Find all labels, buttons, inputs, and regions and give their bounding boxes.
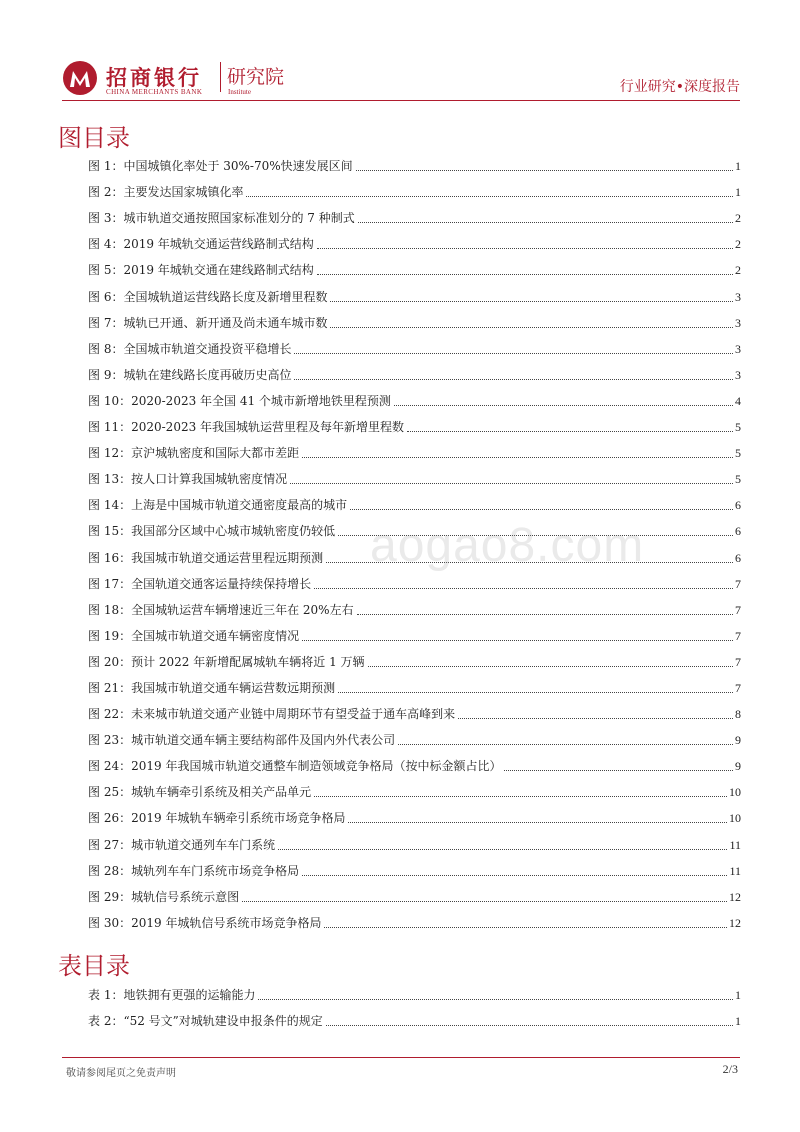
toc-entry[interactable] xyxy=(88,620,741,646)
toc-leader-dots xyxy=(317,274,733,275)
toc-leader-dots xyxy=(246,196,733,197)
toc-entry[interactable] xyxy=(88,280,741,306)
toc-entry[interactable] xyxy=(88,1005,741,1031)
toc-entry[interactable] xyxy=(88,881,741,907)
toc-entry-page: 9 xyxy=(735,733,741,748)
toc-entry[interactable] xyxy=(88,489,741,515)
toc-leader-dots xyxy=(302,640,733,641)
toc-entry-label: 图 4：2019 年城轨交通运营线路制式结构 xyxy=(88,237,314,252)
toc-entry-label: 图 3：城市轨道交通按照国家标准划分的 7 种制式 xyxy=(88,211,355,226)
toc-entry[interactable] xyxy=(88,254,741,280)
toc-leader-dots xyxy=(314,588,733,589)
toc-leader-dots xyxy=(278,849,727,850)
toc-entry-label: 图 16：我国城市轨道交通运营里程远期预测 xyxy=(88,550,324,565)
toc-entry[interactable] xyxy=(88,698,741,724)
toc-entry[interactable] xyxy=(88,672,741,698)
toc-entry-page: 7 xyxy=(735,628,741,643)
toc-entry[interactable] xyxy=(88,750,741,776)
watermark: aogao8.com xyxy=(370,519,645,572)
toc-entry-page: 3 xyxy=(735,289,741,304)
toc-leader-dots xyxy=(357,614,733,615)
toc-entry-page: 2 xyxy=(735,263,741,278)
bank-name-cn: 招商银行 xyxy=(106,66,202,90)
institute-name-cn: 研究院 xyxy=(227,66,285,88)
toc-leader-dots xyxy=(242,901,727,902)
toc-leader-dots xyxy=(330,301,733,302)
toc-entry-label: 图 15：我国部分区域中心城市城轨密度仍较低 xyxy=(88,524,336,539)
toc-entry-page: 7 xyxy=(735,654,741,669)
toc-entry-label: 图 13：按人口计算我国城轨密度情况 xyxy=(88,472,288,487)
page-number: 2/3 xyxy=(722,1062,738,1076)
toc-entry[interactable] xyxy=(88,150,741,176)
toc-entry-page: 4 xyxy=(735,393,741,408)
toc-entry-label: 图 20：预计 2022 年新增配属城轨车辆将近 1 万辆 xyxy=(88,654,365,669)
toc-entry-page: 6 xyxy=(735,524,741,539)
toc-entry-label: 图 2：主要发达国家城镇化率 xyxy=(88,185,244,200)
toc-leader-dots xyxy=(458,718,733,719)
toc-entry-page: 1 xyxy=(735,185,741,200)
toc-leader-dots xyxy=(326,1025,733,1026)
toc-entry[interactable] xyxy=(88,979,741,1005)
toc-entry-label: 图 21：我国城市轨道交通车辆运营数远期预测 xyxy=(88,680,336,695)
toc-entry[interactable] xyxy=(88,385,741,411)
toc-entry-label: 图 7：城轨已开通、新开通及尚未通车城市数 xyxy=(88,315,328,330)
toc-leader-dots xyxy=(356,170,733,171)
toc-entry-label: 图 9：城轨在建线路长度再破历史高位 xyxy=(88,367,292,382)
toc-entry-label: 图 26：2019 年城轨车辆牵引系统市场竞争格局 xyxy=(88,811,346,826)
toc-leader-dots xyxy=(317,248,733,249)
toc-leader-dots xyxy=(294,379,733,380)
toc-entry[interactable] xyxy=(88,802,741,828)
toc-entry[interactable] xyxy=(88,828,741,854)
toc-entry-label: 图 30：2019 年城轨信号系统市场竞争格局 xyxy=(88,915,322,930)
toc-entry-page: 1 xyxy=(735,988,741,1003)
toc-entry-page: 10 xyxy=(729,785,741,800)
toc-entry[interactable] xyxy=(88,307,741,333)
toc-entry-label: 图 12：京沪城轨密度和国际大都市差距 xyxy=(88,446,300,461)
header-divider xyxy=(220,62,221,92)
toc-leader-dots xyxy=(358,222,733,223)
toc-leader-dots xyxy=(330,327,733,328)
toc-entry-page: 5 xyxy=(735,446,741,461)
toc-entry-label: 图 25：城轨车辆牵引系统及相关产品单元 xyxy=(88,785,312,800)
toc-entry-page: 11 xyxy=(729,863,741,878)
toc-entry-label: 表 2：“52 号文”对城轨建设申报条件的规定 xyxy=(88,1014,323,1029)
header-rule xyxy=(62,100,740,101)
toc-entry-label: 图 22：未来城市轨道交通产业链中周期环节有望受益于通车高峰到来 xyxy=(88,707,456,722)
toc-entry-page: 5 xyxy=(735,472,741,487)
toc-entry-page: 7 xyxy=(735,602,741,617)
toc-entry-page: 7 xyxy=(735,680,741,695)
toc-leader-dots xyxy=(294,353,733,354)
toc-entry[interactable] xyxy=(88,776,741,802)
toc-entry-page: 8 xyxy=(735,707,741,722)
toc-entry-page: 7 xyxy=(735,576,741,591)
toc-entry-label: 图 8：全国城市轨道交通投资平稳增长 xyxy=(88,341,292,356)
toc-entry-page: 12 xyxy=(729,889,741,904)
toc-entry-page: 2 xyxy=(735,237,741,252)
toc-entry-page: 10 xyxy=(729,811,741,826)
tables-toc-title: 表目录 xyxy=(58,952,130,980)
toc-entry-page: 3 xyxy=(735,367,741,382)
toc-entry-label: 图 28：城轨列车车门系统市场竞争格局 xyxy=(88,863,300,878)
toc-entry[interactable] xyxy=(88,228,741,254)
toc-entry-label: 图 6：全国城轨道运营线路长度及新增里程数 xyxy=(88,289,328,304)
toc-leader-dots xyxy=(398,744,733,745)
toc-leader-dots xyxy=(302,457,733,458)
toc-leader-dots xyxy=(302,875,727,876)
toc-entry[interactable] xyxy=(88,724,741,750)
toc-entry-page: 2 xyxy=(735,211,741,226)
toc-entry[interactable] xyxy=(88,359,741,385)
toc-leader-dots xyxy=(338,692,733,693)
toc-entry-label: 图 1：中国城镇化率处于 30%-70%快速发展区间 xyxy=(88,159,353,174)
toc-leader-dots xyxy=(258,999,733,1000)
toc-entry-label: 图 24：2019 年我国城市轨道交通整车制造领域竞争格局（按中标金额占比） xyxy=(88,759,502,774)
footer-rule xyxy=(62,1057,740,1058)
toc-leader-dots xyxy=(394,405,733,406)
toc-entry-label: 图 5：2019 年城轨交通在建线路制式结构 xyxy=(88,263,314,278)
footer-disclaimer: 敬请参阅尾页之免责声明 xyxy=(66,1068,176,1079)
toc-entry-page: 5 xyxy=(735,420,741,435)
toc-leader-dots xyxy=(324,927,727,928)
toc-leader-dots xyxy=(504,770,733,771)
toc-entry-page: 12 xyxy=(729,915,741,930)
toc-entry-label: 图 17：全国轨道交通客运量持续保持增长 xyxy=(88,576,312,591)
toc-entry-page: 9 xyxy=(735,759,741,774)
toc-leader-dots xyxy=(407,431,733,432)
toc-leader-dots xyxy=(290,483,733,484)
toc-leader-dots xyxy=(350,509,733,510)
cmb-logo-icon xyxy=(62,60,98,96)
toc-entry[interactable] xyxy=(88,176,741,202)
toc-entry-label: 表 1：地铁拥有更强的运输能力 xyxy=(88,988,256,1003)
toc-entry[interactable] xyxy=(88,463,741,489)
toc-entry-page: 6 xyxy=(735,550,741,565)
toc-entry[interactable] xyxy=(88,907,741,933)
figures-toc-title: 图目录 xyxy=(58,124,130,152)
tables-toc-list xyxy=(88,979,741,1031)
toc-leader-dots xyxy=(368,666,733,667)
toc-entry-label: 图 10：2020-2023 年全国 41 个城市新增地铁里程预测 xyxy=(88,393,391,408)
toc-leader-dots xyxy=(314,796,727,797)
bank-name-en: CHINA MERCHANTS BANK xyxy=(106,88,203,96)
toc-entry-page: 1 xyxy=(735,1014,741,1029)
toc-entry-label: 图 18：全国城轨运营车辆增速近三年在 20%左右 xyxy=(88,602,354,617)
toc-entry[interactable] xyxy=(88,855,741,881)
toc-entry[interactable] xyxy=(88,202,741,228)
toc-entry[interactable] xyxy=(88,646,741,672)
toc-entry-label: 图 11：2020-2023 年我国城轨运营里程及每年新增里程数 xyxy=(88,420,405,435)
toc-entry[interactable] xyxy=(88,333,741,359)
toc-entry-page: 3 xyxy=(735,315,741,330)
toc-entry-label: 图 14：上海是中国城市轨道交通密度最高的城市 xyxy=(88,498,348,513)
page-header xyxy=(62,58,740,100)
report-type: 行业研究•深度报告 xyxy=(619,79,740,95)
toc-entry-label: 图 27：城市轨道交通列车车门系统 xyxy=(88,837,276,852)
toc-entry-page: 6 xyxy=(735,498,741,513)
toc-entry-page: 11 xyxy=(729,837,741,852)
toc-entry-label: 图 23：城市轨道交通车辆主要结构部件及国内外代表公司 xyxy=(88,733,396,748)
toc-entry[interactable] xyxy=(88,594,741,620)
toc-entry-page: 1 xyxy=(735,159,741,174)
toc-entry-label: 图 29：城轨信号系统示意图 xyxy=(88,889,240,904)
toc-entry-label: 图 19：全国城市轨道交通车辆密度情况 xyxy=(88,628,300,643)
toc-entry[interactable] xyxy=(88,437,741,463)
toc-entry-page: 3 xyxy=(735,341,741,356)
toc-leader-dots xyxy=(348,822,727,823)
toc-entry[interactable] xyxy=(88,411,741,437)
institute-name-en: Institute xyxy=(228,88,251,96)
